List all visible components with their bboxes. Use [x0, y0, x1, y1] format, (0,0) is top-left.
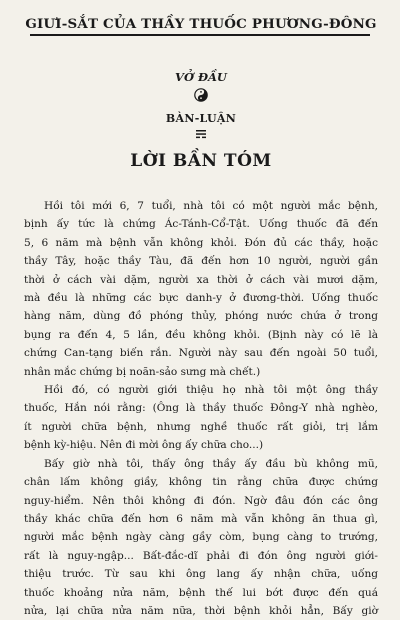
text-line: Bấy giờ nhà tôi, thấy ông thầy ấy đầu bù không mũ, — [44, 457, 378, 470]
paragraph-3 — [24, 455, 378, 620]
text-line: Hồi đó, có người giới thiệu họ nhà tôi một ông thầy — [44, 384, 378, 397]
text-line: nhân mắc chứng bị noãn-sảo sưng mà chết.) — [24, 365, 261, 378]
running-head: GIƯI-SẮT CỦA THẦY THUỐC PHƯƠNG-ĐÔNG — [25, 16, 377, 32]
paragraph-2 — [24, 381, 378, 455]
text-line: người mắc bệnh ngày càng gầy còm, bụng càng to trướng, — [24, 531, 378, 544]
text-line: mà đều là những các bực danh-y ở đương-thời. Uống thuốc — [24, 292, 378, 305]
text-line: thuốc khoảng nửa năm, bệnh thế lui bớt được đến quá — [24, 586, 378, 599]
text-line: chứng Can-tạng biến rắn. Người này sau đến ngoài 50 tuổi, — [24, 347, 378, 360]
text-line: nguy-hiểm. Nên thôi không đi đón. Ngờ đâu đón các ông — [24, 494, 378, 507]
text-line: bệnh kỳ-hiệu. Nên đi mời ông ấy chữa cho...) — [24, 439, 264, 452]
text-line: bụng ra đến 4, 5 lần, đều không khỏi. (Bịnh này có lẽ là — [24, 328, 378, 341]
chapter-title: LỜI BẦN TÓM — [130, 151, 272, 171]
text-line: rất là nguy-ngập... Bất-đắc-dĩ phải đi đón ông người giới- — [24, 549, 378, 562]
text-line: thời ở cách vài dặm, người xa thời ở cách vài mươi dặm, — [24, 273, 378, 286]
paragraph-1 — [24, 197, 378, 381]
text-line: nửa, lại chữa nửa năm nữa, thời bệnh khỏi hẳn, Bấy giờ — [24, 604, 378, 617]
text-line: bịnh ấy tức là chứng Ác-Tánh-Cổ-Tật. Uống thuốc đã đến — [24, 218, 378, 231]
yin-yang-ornament-icon — [194, 88, 208, 102]
part-title: VỞ ĐẦU — [175, 70, 227, 84]
text-line: thiệu trước. Từ sau khi ông lang ấy nhận chữa, uống — [24, 568, 378, 581]
text-line: Hồi tôi mới 6, 7 tuổi, nhà tôi có một người mắc bệnh, — [44, 200, 378, 212]
text-line: chân lấm không giầy, không tin rằng chữa được chứng — [24, 476, 378, 489]
text-line: ít người chữa bệnh, nhưng nghề thuốc rất giỏi, trị lắm — [24, 420, 378, 433]
trigram-ornament-icon — [195, 129, 207, 139]
section-title: BÀN-LUẬN — [165, 112, 237, 125]
text-line: hàng năm, dùng đồ phóng thủy, phóng nước chứa ở trong — [24, 310, 378, 323]
text-line: thầy Tây, hoặc thầy Tàu, đã đến hơn 10 người, người gần — [24, 255, 378, 268]
text-line: thầy khác chữa đến hơn 6 năm mà vẫn không ăn thua gì, — [24, 512, 378, 525]
body-text — [24, 197, 378, 620]
header-rule — [30, 34, 370, 36]
text-line: 5, 6 năm mà bệnh vẫn không khỏi. Đón đủ các thầy, hoặc — [24, 236, 378, 249]
text-line: thuốc, Hắn nói rằng: (Ông là thầy thuốc Đông-Y nhà nghèo, — [24, 402, 378, 415]
